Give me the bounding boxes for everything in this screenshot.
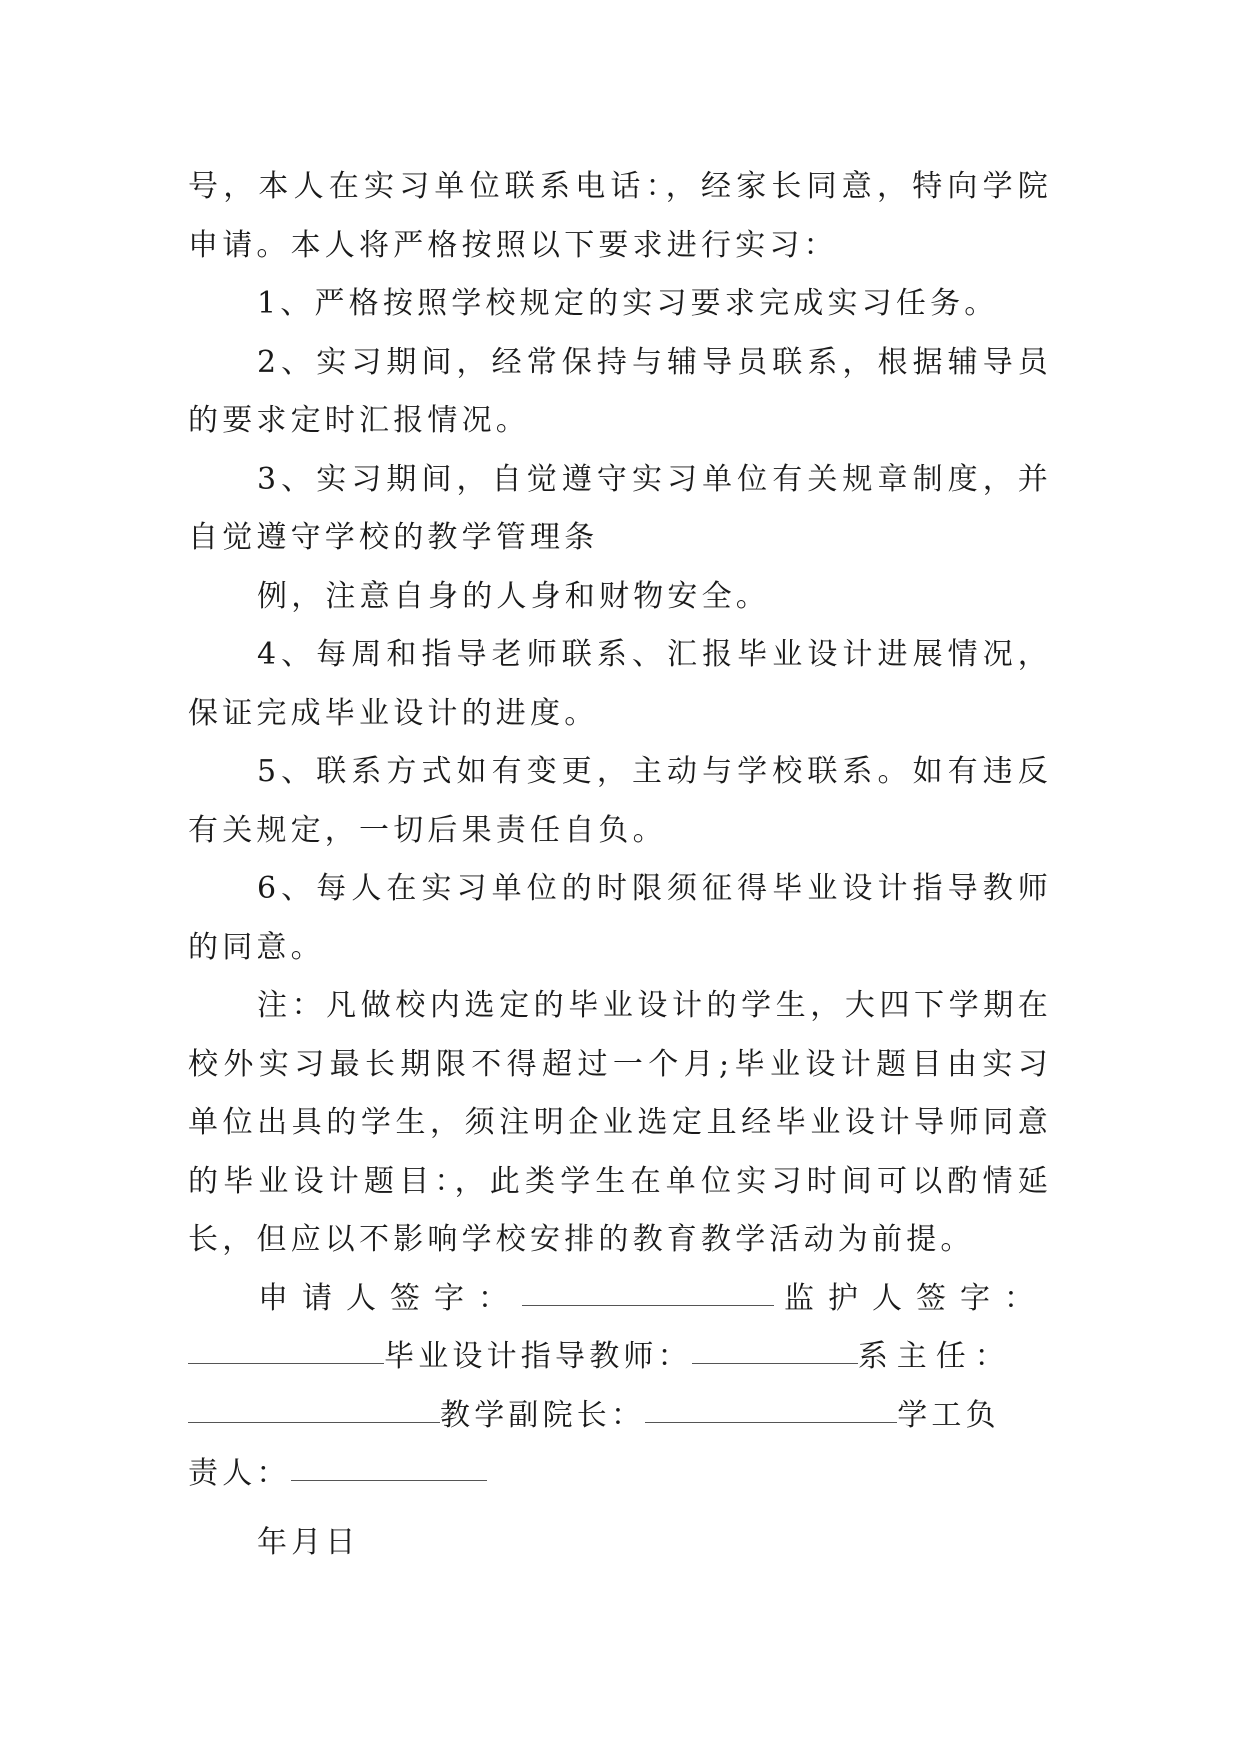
guardian-signature-blank[interactable] [188,1327,384,1364]
signature-line-1 [188,1270,1052,1329]
guardian-signature-label: 监护人签字： [784,1280,1048,1316]
applicant-signature-label: 申请人签字： [258,1280,522,1316]
student-affairs-label-part2: 责人： [188,1456,291,1491]
vice-dean-signature-label: 教学副院长： [440,1397,646,1433]
signature-block [188,1270,1052,1504]
document-page [188,158,1052,1572]
applicant-signature-blank[interactable] [522,1269,774,1306]
rule-item-1: 1、严格按照学校规定的实习要求完成实习任务。 [257,286,999,321]
note-paragraph: 注：凡做校内选定的毕业设计的学生，大四下学期在校外实习最长期限不得超过一个月;毕业设计题目由实习单位出具的学生，须注明企业选定且经毕业设计导师同意的毕业设计题目：，此类学生在单位实习时间可以酌情延长，但应以不影响学校安排的教育教学活动为前提。 [188,988,1052,1257]
vice-dean-signature-blank[interactable] [645,1386,897,1423]
advisor-signature-blank[interactable] [692,1327,858,1364]
signature-line-2 [188,1328,1052,1387]
rule-item-2: 2、实习期间，经常保持与辅导员联系，根据辅导员的要求定时汇报情况。 [188,344,1052,438]
signature-line-4 [188,1445,1052,1504]
student-affairs-label-part1: 学工负 [897,1397,1000,1433]
dept-head-signature-label: 系主任： [857,1339,1014,1374]
rule-item-3-continued: 例，注意自身的人身和财物安全。 [257,578,770,614]
rule-item-3: 3、实习期间，自觉遵守实习单位有关规章制度，并自觉遵守学校的教学管理条 [188,461,1052,555]
advisor-signature-label: 毕业设计指导教师： [384,1339,692,1374]
dept-head-signature-blank[interactable] [188,1386,440,1423]
paragraph-intro: 号，本人在实习单位联系电话：，经家长同意，特向学院申请。本人将严格按照以下要求进行实习： [188,169,1052,263]
date-line: 年月日 [257,1524,360,1560]
rule-item-6: 6、每人在实习单位的时限须征得毕业设计指导教师的同意。 [188,871,1052,965]
student-affairs-signature-blank[interactable] [291,1444,487,1481]
rule-item-4: 4、每周和指导老师联系、汇报毕业设计进展情况，保证完成毕业设计的进度。 [188,637,1052,731]
rule-item-5: 5、联系方式如有变更，主动与学校联系。如有违反有关规定，一切后果责任自负。 [188,754,1052,848]
signature-line-3 [188,1387,1052,1446]
